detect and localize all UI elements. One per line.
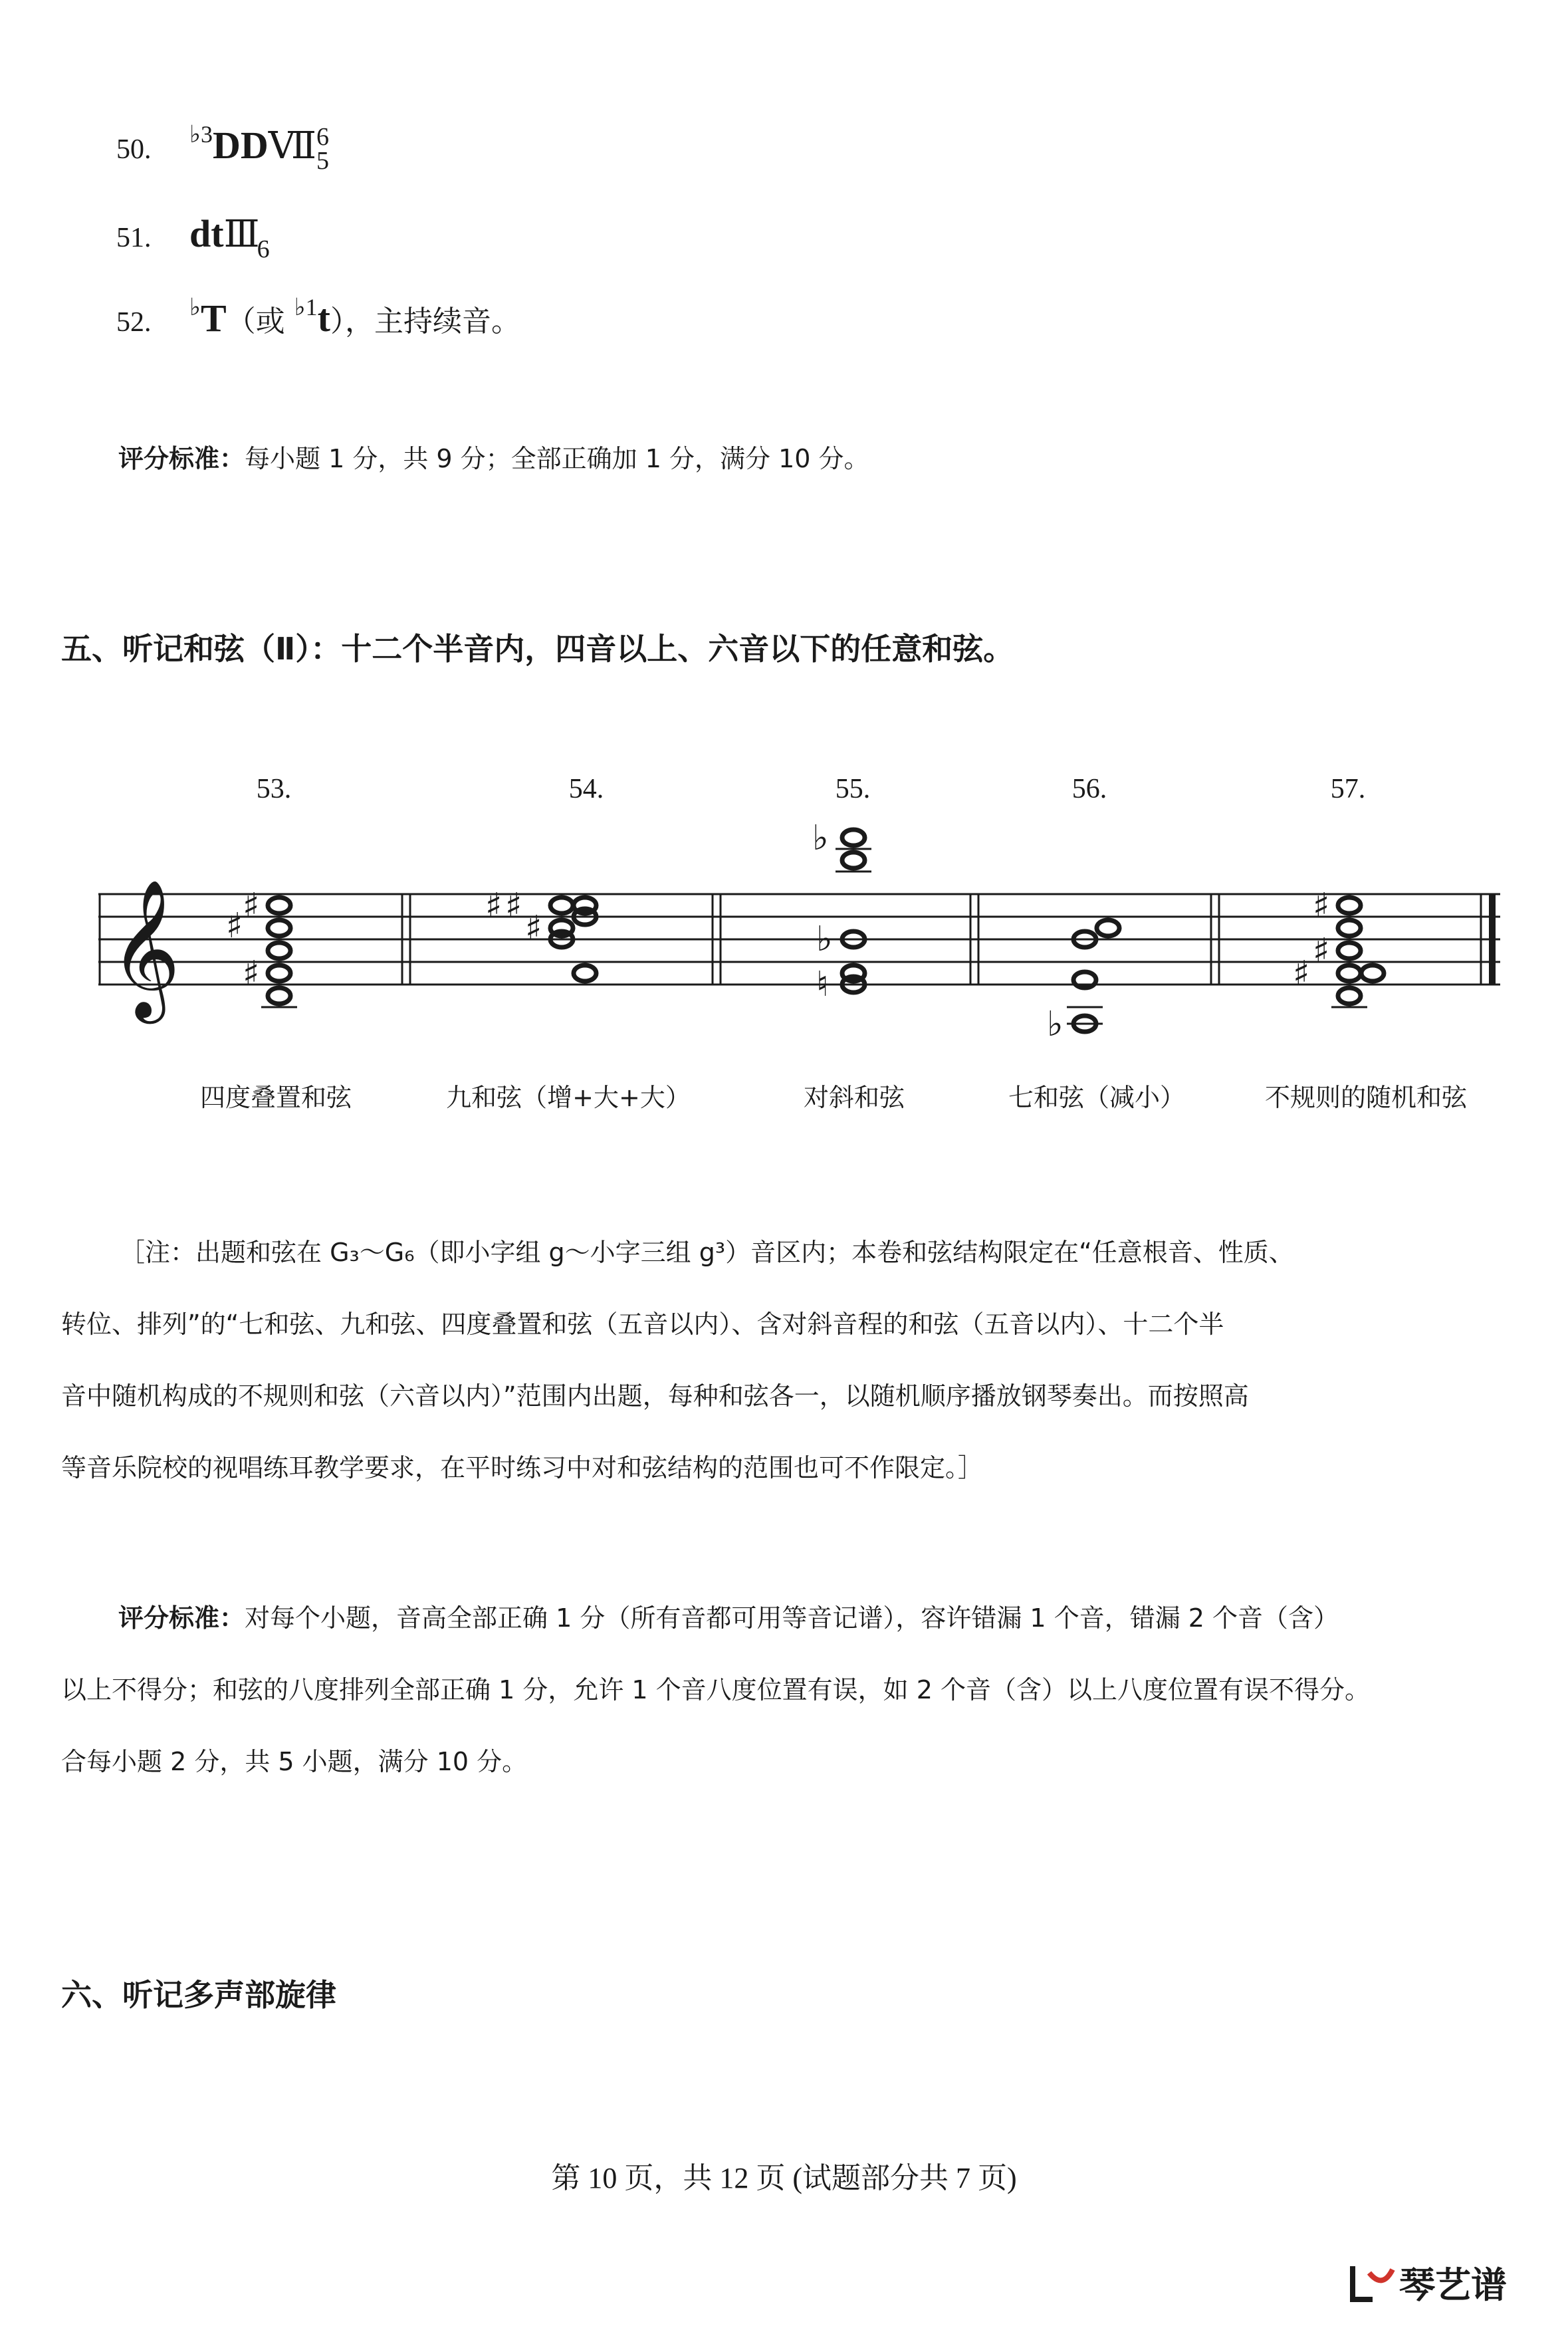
chord-symbol [189,123,329,186]
chord-function-alt: t [317,296,330,340]
chord-function: T [200,296,227,340]
note [550,897,573,913]
note [1338,897,1361,913]
sharp-icon: ♯ [505,886,522,926]
chord-number-55: 55. [835,774,871,804]
logo-mark-icon [1346,2260,1399,2306]
figure-top: 6 [316,123,330,151]
note [1338,920,1361,936]
accidental-alt: ♭1 [294,294,318,320]
chord-number-57: 57. [1330,774,1366,804]
note-line: 音中随机构成的不规则和弦（六音以内）”范围内出题，每种和弦各一，以随机顺序播放钢琴奏出。而按照高 [61,1381,1249,1411]
figured-bass [316,125,329,173]
scoring-text: 每小题 1 分，共 9 分；全部正确加 1 分，满分 10 分。 [245,444,869,473]
section-6-title: 六、听记多声部旋律 [61,1977,336,2013]
note [574,965,596,981]
note [1361,965,1384,981]
chord-function: DD [212,124,269,167]
note [842,830,865,846]
figure: 6 [257,235,270,263]
sharp-icon: ♯ [1313,931,1330,971]
page-footer: 第 10 页，共 12 页 (试题部分共 7 页) [551,2162,1017,2194]
sharp-icon: ♯ [1293,954,1310,994]
answer-number: 52. [116,307,152,338]
flat-icon: ♭ [816,919,833,959]
sharp-icon: ♯ [226,906,243,946]
chord-function: dt [189,212,224,255]
chord-number-56: 56. [1071,774,1107,804]
sharp-icon: ♯ [243,954,260,994]
sharp-icon: ♯ [243,886,260,926]
note [268,965,290,981]
answer-text: 主持续音。 [374,304,520,338]
answer-number: 51. [116,223,152,253]
natural-icon: ♮ [816,965,829,1004]
chord-label-55: 对斜和弦 [803,1083,905,1112]
scoring-label: 评分标准： [118,1603,245,1633]
chord-label-53: 四度叠置和弦 [199,1083,352,1112]
chord-label-54: 九和弦（增+大+大） [446,1083,691,1112]
chord-label-57: 不规则的随机和弦 [1264,1083,1467,1112]
paren-open: （或 [226,304,294,338]
section-5-title: 五、听记和弦（Ⅱ）：十二个半音内，四音以上、六音以下的任意和弦。 [61,631,1014,667]
note-line: 转位、排列”的“七和弦、九和弦、四度叠置和弦（五音以内）、含对斜音程的和弦（五音以内）、十二个半 [61,1310,1224,1339]
note [268,988,290,1004]
sharp-icon: ♯ [525,909,542,949]
sharp-icon: ♯ [485,886,503,926]
note [1338,943,1361,959]
answer-50 [116,123,329,186]
accidental: ♭ [189,294,201,320]
answer-51 [116,211,270,263]
note-line: 等音乐院校的视唱练耳教学要求，在平时练习中对和弦结构的范围也可不作限定。］ [61,1453,984,1482]
flat-icon: ♭ [812,824,829,858]
scoring-standard-2 [61,1582,1371,1798]
chord-number-54: 54. [568,774,604,804]
figure-bottom: 5 [316,147,330,175]
note [268,897,290,913]
note [842,852,865,868]
scoring-standard-1 [118,425,869,492]
note [1338,988,1361,1004]
note [1338,965,1361,981]
paren-close: ）， [330,304,374,338]
answer-number: 50. [116,134,152,165]
sharp-icon: ♯ [1313,886,1330,926]
note [1097,920,1119,936]
roman-numeral: Ⅲ [223,213,257,256]
note [268,943,290,959]
roman-numeral: Ⅶ [268,124,314,168]
accidental: ♭3 [189,121,213,148]
chord-number-53: 53. [256,774,292,804]
music-staff [0,824,1568,1064]
chord-label-56: 七和弦（减小） [1008,1083,1185,1112]
scoring-label: 评分标准： [118,444,245,473]
flat-icon: ♭ [1047,1004,1064,1044]
answer-52 [116,296,520,340]
note-paragraph [61,1217,1294,1504]
scoring-line: 合每小题 2 分，共 5 小题，满分 10 分。 [61,1747,528,1776]
logo-text: 琴艺谱 [1399,2264,1507,2306]
scoring-line: 以上不得分；和弦的八度排列全部正确 1 分，允许 1 个音八度位置有误，如 2 个音（含）以上八度位置有误不得分。 [61,1675,1371,1704]
chord-symbol [189,296,520,340]
watermark-logo [1346,2257,1507,2308]
treble-clef-icon: 𝄞 [110,879,181,1018]
note-line: ［注：出题和弦在 G₃～G₆（即小字组 g～小字三组 g³）音区内；本卷和弦结构限定在“任意根音、性质、 [120,1238,1294,1267]
note [268,920,290,936]
chord-symbol [189,211,270,263]
scoring-line: 对每个小题，音高全部正确 1 分（所有音都可用等音记谱），容许错漏 1 个音，错漏 2 个音（含） [245,1603,1339,1633]
